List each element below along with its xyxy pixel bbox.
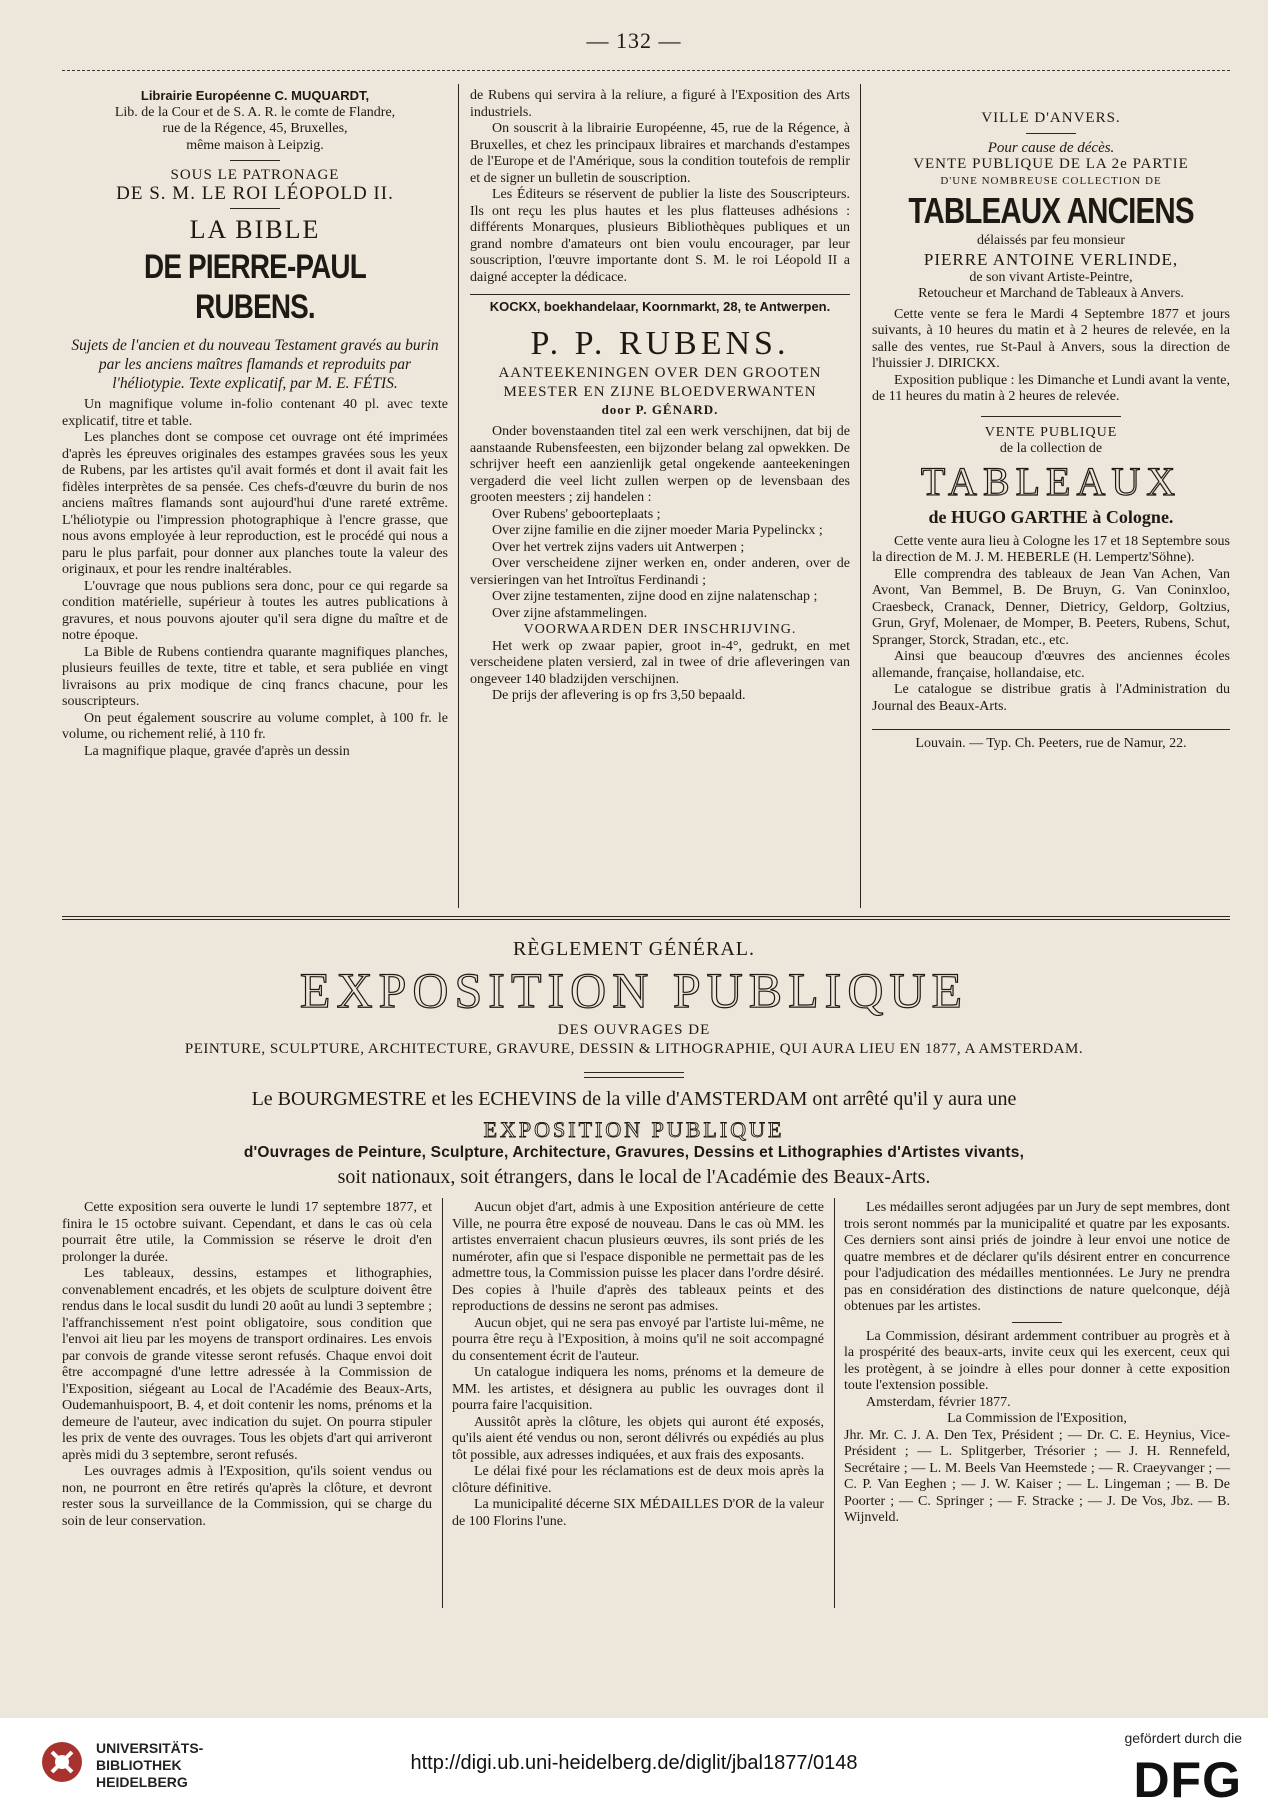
column-rubens-genard: [470, 88, 850, 910]
section-rule: [62, 919, 1230, 920]
para: L'ouvrage que nous publions sera donc, pour ce qui regarde sa condition matérielle, supérieur à toutes les autres publications à gravures, et nous pouvons ajouter qu'il sera digne du maître et de notre époque.: [62, 578, 448, 643]
para: Les ouvrages admis à l'Exposition, qu'ils soient vendus ou non, ne pourront en être retirés qu'après la clôture, et devront rester sous la surveillance de la Commission, qui se charge du soin de leur conservation.: [62, 1464, 432, 1529]
divider: [981, 416, 1121, 417]
ville-anvers: VILLE D'ANVERS.: [981, 110, 1121, 126]
tableaux-anciens: TABLEAUX ANCIENS: [908, 190, 1194, 231]
divider: [230, 160, 280, 161]
para: De prijs der aflevering is op frs 3,50 bepaald.: [492, 688, 746, 703]
printer-imprint: Louvain. — Typ. Ch. Peeters, rue de Namur, 22.: [915, 736, 1187, 751]
para: La Commission, désirant ardemment contribuer au progrès et à la prospérité des beaux-arts, invite ceux qui les exercent, ceux qui les protègent, à se joindre à elles pour donner à cette exposition toute l'extension possible.: [844, 1328, 1230, 1393]
para: Les tableaux, dessins, estampes et lithographies, convenablement encadrés, et les objets de sculpture doivent être rendus dans le local susdit du lundi 20 août au lundi 3 septembre ; l'affranchissement n'est point obligatoire, sous condition que l'envoi ait lieu par les moyens de transport ordinaires. Les envois par convois de grande vitesse seront refusés. Chaque envoi doit être accompagné d'une lettre adressée à la Commission de l'Exposition, siégeant au Local de l'Académie des Beaux-Arts, Oudemanhuispoort, B. 4, et doit contenir les noms, prénoms et la demeure de l'auteur, avec indication du sujet. On pourra stipuler les prix de vente des ouvrages. Tous les objets d'art qui arriveront après midi du 3 septembre, seront refusés.: [62, 1266, 432, 1463]
list-item: Over Rubens' geboorteplaats ;: [492, 506, 661, 522]
para: Exposition publique : les Dimanche et Lundi avant la vente, de 11 heures du matin à 2 heures de relevée.: [872, 372, 1230, 404]
bookseller-name: Librairie Européenne C. MUQUARDT,: [140, 88, 370, 103]
column-divider: [834, 1198, 835, 1608]
para: Het werk op zwaar papier, groot in-4°, gedrukt, en met verscheidene platen versierd, zal in twee of drie afleveringen van ongeveer 140 bladzijden verschijnen.: [470, 638, 850, 687]
para: Cette exposition sera ouverte le lundi 17 septembre 1877, et finira le 15 octobre suivant. Cependant, et dans le cas où cela pourrait être utile, la Commission se réserve le droit d'en prolonger la durée.: [62, 1200, 432, 1265]
divider: [872, 729, 1230, 730]
divider: [1026, 133, 1076, 134]
des-ouvrages: DES OUVRAGES DE: [557, 1022, 711, 1038]
para: Ainsi que beaucoup d'œuvres des anciennes écoles allemande, française, hollandaise, etc.: [872, 649, 1230, 681]
bookseller-line-4: même maison à Leipzig.: [186, 137, 324, 153]
para: Le catalogue se distribue gratis à l'Administration du Journal des Beaux-Arts.: [872, 682, 1230, 714]
members-list: Jhr. Mr. C. J. A. Den Tex, Président ; — Dr. C. E. Heynius, Vice-Président ; — L. Splitgerber, Trésorier ; — J. H. Rennefeld, Secrétaire ; — L. M. Beels Van Heemstede ; — R. Craeyvanger ; — C. P. Van Eeghen ; — J. W. Kaiser ; — L. Lingeman ; — B. De Poorter ; — C. Springer ; — F. Stracke ; — J. De Vos, Jbz. — B. Wijnveld.: [844, 1427, 1230, 1525]
para: Les médailles seront adjugées par un Jury de sept membres, dont trois seront nommés par la municipalité et quatre par les exposants. Ces derniers sont ainsi priés de joindre à leur envoi une notice de quatre membres et de déclarer qu'ils désirent entrer en concurrence pour l'adjudication des médailles mentionnées. Le Jury ne prendra pas en considération des distinctions de nature quelconque, déjà obtenues par les artistes.: [844, 1200, 1230, 1314]
funded-by: gefördert durch die: [1124, 1730, 1242, 1746]
para: Un catalogue indiquera les noms, prénoms et la demeure de MM. les artistes, et désignera au public les ouvrages dont il pourra faire l'acquisition.: [452, 1365, 824, 1413]
para: Elle comprendra des tableaux de Jean Van Achen, Van Avont, Van Bemmel, B. De Bruyn, G. Van Coninxloo, Craesbeck, Cranack, Denner, Dietricy, Geldorp, Goltzius, Grun, Gryf, Molenaer, de Momper, B. Peeters, Rubens, Schut, Spranger, Storck, Stradan, etc., etc.: [872, 566, 1230, 648]
column-divider: [860, 84, 861, 908]
collection-de: de la collection de: [999, 441, 1103, 456]
pp-rubens-title: P. P. RUBENS.: [530, 324, 790, 362]
reglement-column-1: [62, 1200, 432, 1610]
column-tableaux: [872, 88, 1230, 910]
dfg-logo: DFG: [1133, 1752, 1242, 1808]
list-item: Over verscheidene zijner werken en, onder anderen, over de versieringen van het Introïtus Ferdinandi ;: [470, 556, 850, 588]
tableaux-heading: TABLEAUX: [920, 458, 1182, 504]
para: Le délai fixé pour les réclamations est de deux mois après la clôture définitive.: [452, 1464, 824, 1496]
list-item: Over zijne afstammelingen.: [492, 605, 648, 621]
para: La Bible de Rubens contiendra quarante magnifiques planches, plusieurs feuilles de texte, titre et table, et sera publiée en vingt livraisons au prix modique de cinq francs chacune, pour les souscripteurs.: [62, 644, 448, 709]
ouvrages-line: d'Ouvrages de Peinture, Sculpture, Architecture, Gravures, Dessins et Lithographies d'Artistes vivants,: [243, 1144, 1025, 1161]
para: La magnifique plaque, gravée d'après un dessin: [84, 743, 350, 759]
para: Aussitôt après la clôture, les objets qui auront été exposés, qu'ils aient été vendus ou non, seront délivrés ou expédiés au plus tôt possible, aux adresses indiquées, et aux frais des exposants.: [452, 1414, 824, 1463]
commission-line: La Commission de l'Exposition,: [947, 1411, 1127, 1426]
para: de Rubens qui servira à la reliure, a figuré à l'Exposition des Arts industriels.: [470, 88, 850, 120]
vente-publique: VENTE PUBLIQUE DE LA 2e PARTIE: [913, 156, 1189, 172]
delaisses: délaissés par feu monsieur: [976, 233, 1126, 248]
divider: [470, 294, 850, 295]
para: Aucun objet, qui ne sera pas envoyé par l'artiste lui-même, ne pourra être reçu à l'Exposition, à moins qu'il ne soit accompagné du consentement écrit de l'auteur.: [452, 1315, 824, 1364]
nombreuse: D'UNE NOMBREUSE COLLECTION DE: [940, 174, 1162, 187]
section-rule: [62, 916, 1230, 917]
page-number: — 132 —: [586, 28, 682, 53]
bookseller-line-2: Lib. de la Cour et de S. A. R. le comte de Flandre,: [114, 104, 396, 120]
list-item: Over zijne familie en die zijner moeder Maria Pypelinckx ;: [492, 523, 823, 538]
para: Les Éditeurs se réservent de publier la liste des Souscripteurs. Ils ont reçu les plus hautes et les plus flatteuses adhésions : différents Monarques, plusieurs Bibliothèques publiques et un grand nombre d'amateurs ont bien voulu encourager, par leur souscription, l'œuvre importante dont S. M. le roi Léopold II a daigné accepter la dédicace.: [470, 187, 850, 285]
verlinde-name: PIERRE ANTOINE VERLINDE,: [923, 249, 1179, 269]
column-bible-rubens: [62, 88, 448, 910]
reglement-column-2: [452, 1200, 824, 1610]
univ-line-2: BIBLIOTHEK: [96, 1757, 182, 1773]
patronage: SOUS LE PATRONAGE: [170, 167, 340, 183]
soit-nationaux: soit nationaux, soit étrangers, dans le local de l'Académie des Beaux-Arts.: [337, 1166, 931, 1188]
exposition-publique-subtitle: EXPOSITION PUBLIQUE: [483, 1117, 785, 1142]
reglement-column-3: [844, 1200, 1230, 1610]
date-line: Amsterdam, février 1877.: [866, 1394, 1011, 1410]
divider: [1012, 1322, 1062, 1323]
column-divider: [442, 1198, 443, 1608]
hugo-garthe: de HUGO GARTHE à Cologne.: [928, 506, 1174, 527]
exposition-publique-title: EXPOSITION PUBLIQUE: [299, 962, 969, 1018]
bible-subtitle: Sujets de l'ancien et du nouveau Testament gravés au burin par les anciens maîtres flamands et reproduits par l'héliotypie. Texte explicatif, par M. E. FÉTIS.: [71, 337, 439, 392]
para: Onder bovenstaanden titel zal een werk verschijnen, dat bij de aanstaande Rubensfeesten, een bijzonder belang zal opwekken. De schrijver heeft een aanzienlijk getal ongekende aanteekeningen vergaderd die veel licht zullen werpen op de levensbaan des grooten meesters ; zij handelen :: [470, 424, 850, 505]
divider: [230, 208, 280, 209]
voorwaarden-heading: VOORWAARDEN DER INSCHRIJVING.: [523, 622, 797, 637]
para: Les planches dont se compose cet ouvrage ont été imprimées d'après les épreuves originales des estampes gravées sous les yeux de Rubens, par les artistes qu'il avait formés et dont il avait fait les fidèles interprètes de sa pensée. Ces chefs-d'œuvre du burin de nos anciens maîtres flamands sont aujourd'hui d'une rareté extrême. L'héliotypie ou l'impression photographique à l'encre grasse, que nous avons employée à leur reproduction, est le procédé qui nous a paru le plus parfait, pour donner aux planches toute la valeur des originaux, et pour les rendre inaltérables.: [62, 430, 448, 577]
bible-title: LA BIBLE: [189, 215, 321, 244]
document-url-link[interactable]: http://digi.ub.uni-heidelberg.de/diglit/jbal1877/0148: [410, 1752, 858, 1774]
retoucheur: Retoucheur et Marchand de Tableaux à Anvers.: [918, 286, 1184, 301]
para: On souscrit à la librairie Européenne, 45, rue de la Régence, à Bruxelles, et chez les principaux libraires et marchands d'estampes de l'Europe et de l'Amérique, sous la condition toutefois de remplir et de signer un bulletin de souscription.: [470, 121, 850, 186]
ornament-divider: [584, 1072, 684, 1078]
exposition-subtitle: PEINTURE, SCULPTURE, ARCHITECTURE, GRAVURE, DESSIN & LITHOGRAPHIE, QUI AURA LIEU EN 1877, A AMSTERDAM.: [184, 1041, 1084, 1057]
top-rule: [62, 70, 1230, 71]
vivant: de son vivant Artiste-Peintre,: [969, 269, 1133, 285]
author-line: door P. GÉNARD.: [601, 401, 719, 417]
king-line: DE S. M. LE ROI LÉOPOLD II.: [116, 182, 394, 204]
column-divider: [458, 84, 459, 908]
para: La municipalité décerne SIX MÉDAILLES D'OR de la valeur de 100 Florins l'une.: [452, 1497, 824, 1529]
bookseller-line-3: rue de la Régence, 45, Bruxelles,: [162, 121, 348, 136]
para: Cette vente se fera le Mardi 4 Septembre 1877 et jours suivants, à 10 heures du matin et à 2 heures de relevée, en la salle des ventes, rue St-Paul à Anvers, sous la direction de l'huissier J. DIRICKX.: [872, 306, 1230, 371]
univ-line-3: HEIDELBERG: [96, 1774, 188, 1790]
list-item: Over zijne testamenten, zijne dood en zijne nalatenschap ;: [492, 589, 818, 604]
rubens-title: DE PIERRE-PAUL RUBENS.: [144, 248, 366, 326]
para: Aucun objet d'art, admis à une Exposition antérieure de cette Ville, ne pourra être exposé de nouveau. Dans le cas où MM. les artistes enverraient chacun plusieurs œuvres, ils sont priés de les numéroter, afin que si l'espace disponible ne permettait pas de les admettre tous, la Commission puisse les placer dans l'ordre désiré. Des copies à l'huile d'après des tableaux peints et des reproductions de dessins ne seront pas admises.: [452, 1200, 824, 1314]
para: Cette vente aura lieu à Cologne les 17 et 18 Septembre sous la direction de M. J. M. HEBERLE (H. Lempertz'Söhne).: [872, 533, 1230, 565]
pour-cause: Pour cause de décès.: [987, 139, 1115, 156]
kockx-imprint: KOCKX, boekhandelaar, Koornmarkt, 28, te Antwerpen.: [489, 299, 831, 314]
univ-line-1: UNIVERSITÄTS-: [96, 1740, 204, 1756]
list-item: Over het vertrek zijns vaders uit Antwerpen ;: [492, 539, 745, 555]
bourgmestre-line: Le BOURGMESTRE et les ECHEVINS de la ville d'AMSTERDAM ont arrêté qu'il y aura une: [251, 1088, 1017, 1110]
vente-publique-2: VENTE PUBLIQUE: [984, 424, 1118, 440]
aanteekeningen: AANTEEKENINGEN OVER DEN GROOTEN MEESTER EN ZIJNE BLOEDVERWANTEN: [498, 364, 822, 400]
footer-bar: [0, 1718, 1268, 1818]
reglement-general: RÈGLEMENT GÉNÉRAL.: [512, 938, 756, 960]
para: Un magnifique volume in-folio contenant 40 pl. avec texte explicatif, titre et table.: [62, 397, 448, 429]
para: On peut également souscrire au volume complet, à 100 fr. le volume, ou richement relié, à 110 fr.: [62, 710, 448, 742]
